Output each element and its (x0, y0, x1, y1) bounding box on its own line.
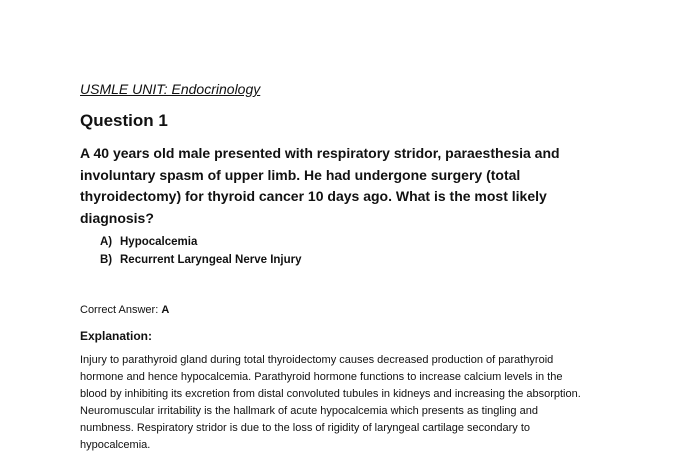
correct-answer (80, 302, 169, 318)
explanation-heading: Explanation: (80, 329, 153, 343)
option-b (100, 251, 302, 269)
option-letter: B) (100, 254, 113, 266)
question-text: A 40 years old male presented with respiratory stridor, paraesthesia and involuntary spasm of upper limb. He had undergone surgery (total thyroidectomy) for thyroid cancer 10 days ago. What is the most likely diagnosis? (80, 145, 560, 226)
explanation-body (80, 352, 640, 454)
explanation-line: hormone and hence hypocalcemia. Parathyroid hormone functions to increase calcium levels in the (80, 371, 563, 383)
explanation-line: numbness. Respiratory stridor is due to the loss of rigidity of laryngeal cartilage secondary to (80, 422, 530, 434)
correct-answer-label: Correct Answer: (80, 304, 162, 316)
explanation-line: blood by inhibiting its excretion from distal convoluted tubules in kidneys and increasing the absorption. (80, 388, 581, 400)
option-text: Recurrent Laryngeal Nerve Injury (120, 254, 302, 266)
question-title: Question 1 (80, 111, 168, 130)
explanation-line: Neuromuscular irritability is the hallmark of acute hypocalcemia which presents as tingling and (80, 405, 538, 417)
unit-heading: USMLE UNIT: Endocrinology (80, 81, 261, 97)
option-text: Hypocalcemia (120, 236, 198, 248)
explanation-line: Injury to parathyroid gland during total thyroidectomy causes decreased production of parathyroid (80, 354, 554, 366)
explanation-line: hypocalcemia. (80, 439, 151, 451)
option-letter: A) (100, 236, 113, 248)
option-a (100, 233, 302, 251)
answer-options (100, 233, 302, 269)
correct-answer-value: A (161, 304, 170, 316)
